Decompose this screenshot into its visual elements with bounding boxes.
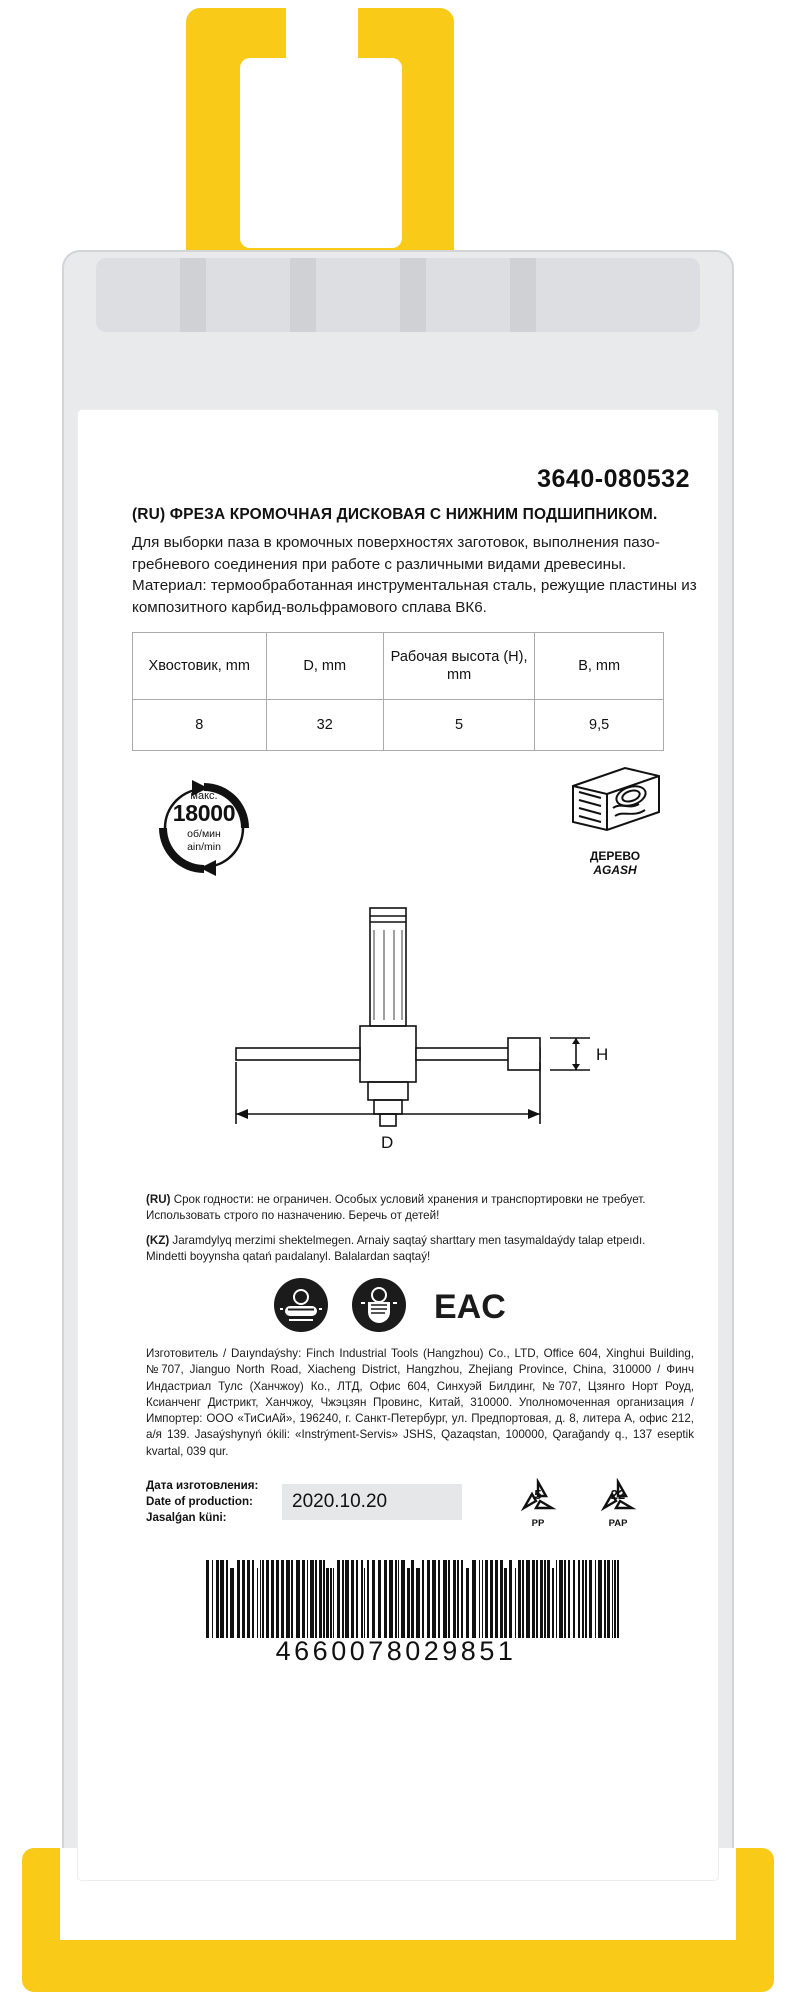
date-label-en: Date of production: <box>146 1495 253 1508</box>
rpm-unit-ru: об/мин <box>187 828 221 840</box>
notice-kz <box>146 1233 686 1266</box>
spec-header-cell: Хвостовик, mm <box>133 633 267 700</box>
barcode-bars <box>206 1560 622 1638</box>
recycle-marks <box>512 1478 644 1532</box>
notice-ru-tag: (RU) <box>146 1193 171 1206</box>
dim-label-d: D <box>381 1133 394 1152</box>
recycle-mark-pp <box>512 1478 564 1532</box>
barcode <box>186 1560 606 1670</box>
material-labels <box>560 849 670 877</box>
production-date-row <box>146 1478 666 1536</box>
wood-block-icon <box>563 762 667 836</box>
recycle-mark-pap <box>592 1478 644 1532</box>
production-date-value: 2020.10.20 <box>292 1491 388 1512</box>
respirator-mask-icon <box>352 1278 406 1332</box>
svg-text:EAC: EAC <box>434 1288 506 1326</box>
ridge-notch <box>510 258 536 332</box>
ridge-notch <box>400 258 426 332</box>
product-sku: 3640-080532 <box>537 465 690 493</box>
recycle-code: PP <box>531 1518 545 1529</box>
notice-kz-tag: (KZ) <box>146 1233 170 1247</box>
router-bit-diagram <box>178 900 628 1170</box>
table-row <box>133 700 664 751</box>
rpm-max-label: макс. <box>190 790 218 802</box>
notice-kz-text: Jaramdylyq merzimi shektelmegen. Arnaiy saqtaý sharttary men tasymaldaýdy talap etpeıdı. Mindetti boyynsha qatań paıdalanyl. Balalardan saqtaý! <box>146 1233 646 1264</box>
notice-ru-text: Срок годности: не ограничен. Особых условий хранения и транспортировки не требует. Использовать строго по назначению. Беречь от детей! <box>146 1193 646 1223</box>
spec-value-cell: 5 <box>383 700 534 751</box>
technical-drawing <box>178 900 628 1170</box>
product-title: (RU) ФРЕЗА КРОМОЧНАЯ ДИСКОВАЯ С НИЖНИМ ПОДШИПНИКОМ. <box>132 506 658 523</box>
spec-table <box>132 632 664 751</box>
safety-goggles-icon <box>274 1278 328 1332</box>
rpm-text <box>148 772 260 884</box>
spec-value-cell: 8 <box>133 700 267 751</box>
notice-ru <box>146 1192 686 1225</box>
production-date-labels <box>146 1478 258 1526</box>
recycle-number: 5 <box>534 1487 542 1502</box>
dim-label-h: H <box>596 1045 609 1064</box>
date-label-ru: Дата изготовления: <box>146 1479 259 1492</box>
recycle-number: 22 <box>610 1487 626 1502</box>
date-label-kz: Jasalǵan küni: <box>146 1511 227 1524</box>
spec-header-cell: B, mm <box>535 633 664 700</box>
recycle-code: PAP <box>608 1518 628 1529</box>
spec-value-cell: 9,5 <box>535 700 664 751</box>
rpm-unit-kz: ain/min <box>187 841 221 853</box>
ridge-notch <box>290 258 316 332</box>
eac-conformity-mark <box>430 1278 522 1332</box>
table-header-row <box>133 633 664 700</box>
product-description: Для выборки паза в кромочных поверхностях заготовок, выполнения пазо-гребневого соединения при работе с различными видами древесины. Материал: термообработанная инструментальная сталь, режущие пластины из композитного карбид-вольфрамового сплава ВК6. <box>132 534 697 616</box>
spec-header-cell: D, mm <box>266 633 383 700</box>
manufacturer-info: Изготовитель / Daıyndaýshy: Finch Industrial Tools (Hangzhou) Co., LTD, Office 604, Xinghui Building, №707, Jianguo North Road, Xiacheng District, Hangzhou, Zhejiang Province, China, 310000 / Финч Индастриал Тулс (Ханчжоу) Ко., ЛТД, Офис 604, Синхуэй Билдинг, №707, Цзянго Норт Роуд, Ксианченг Дистрикт, Ханчжоу, Чжэцзян Провинс, Китай, 310000. Уполномоченная организация / Импортер: ООО «ТиСиАй», 196240, г. Санкт-Петербург, ул. Предпортовая, д. 8, литера А, офис 212, а/я 139. Jasaýshynyń ókili: «Instrýment-Servis» JSHS, Qazaqstan, 100000, Qarağandy q., 137 eseptik kvartal, 039 qur. <box>146 1347 694 1458</box>
max-rpm-badge <box>148 772 260 884</box>
rpm-value: 18000 <box>172 800 236 826</box>
barcode-digits: 4660078029851 <box>275 1636 517 1666</box>
ridge-notch <box>180 258 206 332</box>
material-label-kz: AGASH <box>593 863 637 877</box>
material-indicator <box>560 762 670 877</box>
material-label-ru: ДЕРЕВО <box>589 849 641 863</box>
safety-pictograms <box>238 1278 558 1336</box>
spec-header-cell: Рабочая высота (H), mm <box>383 633 534 700</box>
label-card <box>78 410 718 1880</box>
hanger-slot <box>286 6 358 78</box>
hanger-hole <box>240 58 402 248</box>
storage-notice <box>146 1192 686 1274</box>
spec-value-cell: 32 <box>266 700 383 751</box>
